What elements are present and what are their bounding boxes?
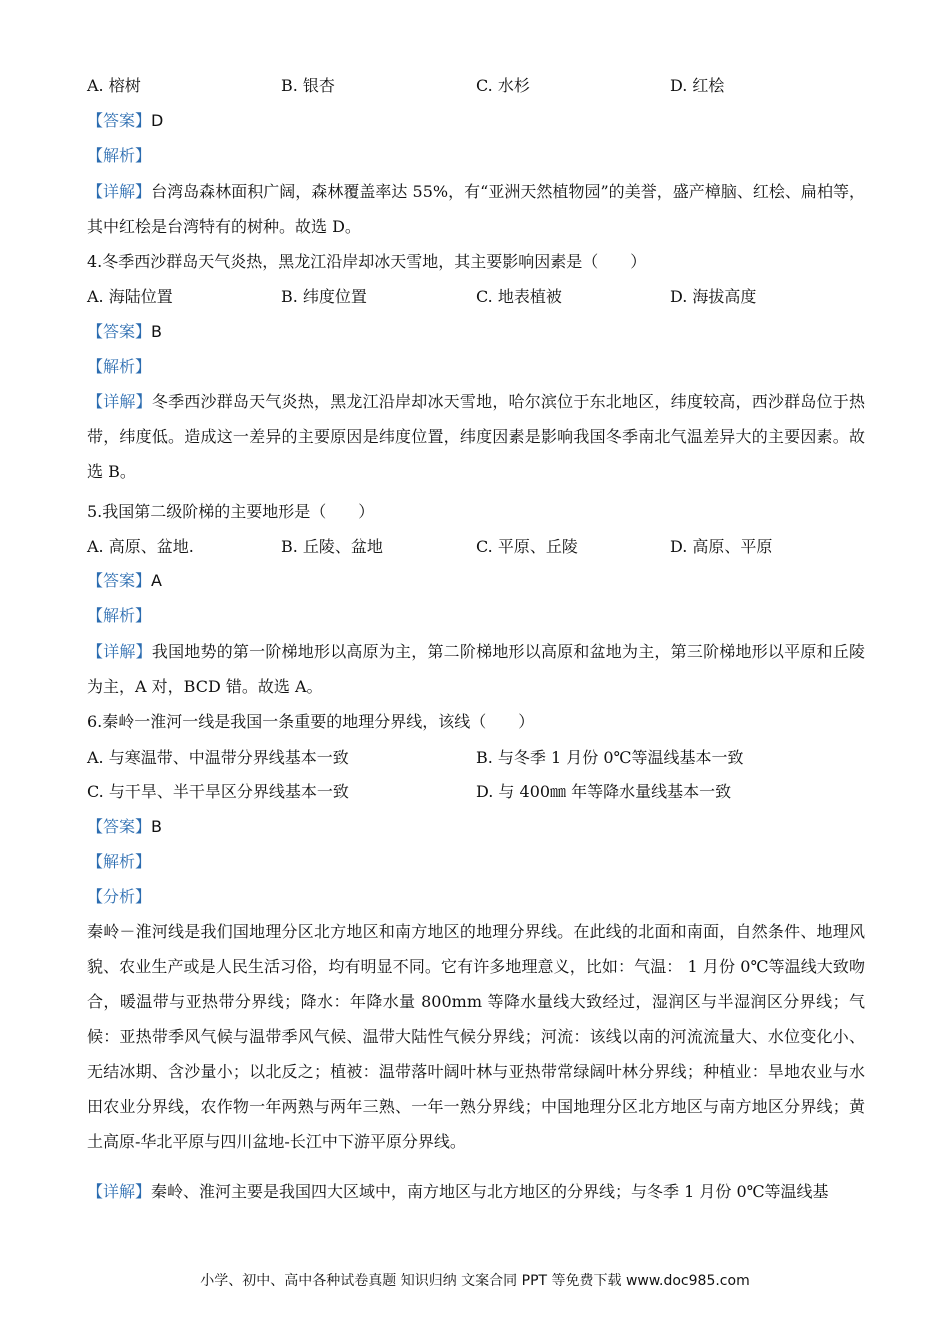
q5-question: 5.我国第二级阶梯的主要地形是（ ） — [87, 502, 375, 521]
q5-options — [87, 537, 867, 557]
q4-options — [87, 287, 867, 307]
q6-option-a: A. 与寒温带、中温带分界线基本一致 — [87, 748, 349, 767]
q4-detail — [87, 384, 865, 489]
q4-question: 4.冬季西沙群岛天气炎热，黑龙江沿岸却冰天雪地，其主要影响因素是（ ） — [87, 252, 647, 271]
q4-option-d: D. 海拔高度 — [670, 287, 757, 306]
q4-analysis-heading — [87, 357, 151, 377]
q6-question: 6.秦岭一淮河一线是我国一条重要的地理分界线，该线（ ） — [87, 712, 535, 731]
q3-option-c: C. 水杉 — [476, 76, 530, 95]
q5-option-a: A. 高原、盆地. — [87, 537, 194, 556]
analysis-tag: 【解析】 — [87, 146, 152, 165]
q5-answer — [87, 571, 162, 591]
q6-analysis-text: 秦岭－淮河线是我们国地理分区北方地区和南方地区的地理分界线。在此线的北面和南面，自然条件、地理风貌、农业生产或是人民生活习俗，均有明显不同。它有许多地理意义，比如：气温： 1 月份 0℃等温线大致吻合，暖温带与亚热带分界线；降水：年降水量 800mm 等降水量线大致经过，湿润区与半湿润区分界线；气候：亚热带季风气候与温带季风气候、温带大陆性气候分界线；河流：该线以南的河流流量大、水位变化小、无结冰期、含沙量小；以北反之；植被：温带落叶阔叶林与亚热带常绿阔叶林分界线；种植业：旱地农业与水田农业分界线，农作物一年两熟与两年三熟、一年一熟分界线；中国地理分区北方地区与南方地区分界线；黄土高原-华北平原与四川盆地-长江中下游平原分界线。 — [87, 922, 865, 1151]
q6-analysis-heading — [87, 852, 151, 872]
detail-text: 秦岭、淮河主要是我国四大区域中，南方地区与北方地区的分界线；与冬季 1 月份 0℃等温线基 — [151, 1182, 829, 1201]
answer-value: B — [151, 322, 162, 341]
detail-tag: 【详解】 — [87, 392, 152, 411]
detail-text: 台湾岛森林面积广阔，森林覆盖率达 55%，有“亚洲天然植物园”的美誉，盛产樟脑、红桧、扁柏等，其中红桧是台湾特有的树种。故选 D。 — [87, 182, 865, 236]
q6-answer — [87, 817, 162, 837]
q5-option-c: C. 平原、丘陵 — [476, 537, 578, 556]
q3-detail — [87, 174, 865, 244]
answer-value: D — [151, 111, 164, 130]
q6-detail — [87, 1174, 865, 1209]
analysis-tag: 【解析】 — [87, 852, 152, 871]
q5-analysis-heading — [87, 606, 151, 626]
q3-option-b: B. 银杏 — [281, 76, 335, 95]
q3-option-a: A. 榕树 — [87, 76, 141, 95]
q5-option-b: B. 丘陵、盆地 — [281, 537, 383, 556]
q6-option-b: B. 与冬季 1 月份 0℃等温线基本一致 — [476, 748, 744, 767]
detail-text: 我国地势的第一阶梯地形以高原为主，第二阶梯地形以高原和盆地为主，第三阶梯地形以平原和丘陵为主，A 对，BCD 错。故选 A。 — [87, 642, 865, 696]
q3-answer — [87, 111, 163, 131]
analysis-tag: 【解析】 — [87, 606, 152, 625]
answer-value: B — [151, 817, 162, 836]
page-footer: 小学、初中、高中各种试卷真题 知识归纳 文案合同 PPT 等免费下载 www.doc985.com — [200, 1273, 750, 1289]
q6-options-row-2 — [87, 782, 867, 802]
detail-tag: 【详解】 — [87, 182, 152, 201]
q4-option-a: A. 海陆位置 — [87, 287, 173, 306]
answer-tag: 【答案】 — [87, 571, 152, 590]
q4-option-c: C. 地表植被 — [476, 287, 562, 306]
q4-answer — [87, 322, 162, 342]
answer-tag: 【答案】 — [87, 322, 152, 341]
q3-analysis-heading — [87, 146, 151, 166]
q5-option-d: D. 高原、平原 — [670, 537, 773, 556]
analysis-tag: 【解析】 — [87, 357, 152, 376]
detail-tag: 【详解】 — [87, 642, 152, 661]
answer-tag: 【答案】 — [87, 817, 152, 836]
detail-tag: 【详解】 — [87, 1182, 152, 1201]
answer-value: A — [151, 571, 162, 590]
q6-options-row-1 — [87, 748, 867, 768]
analysis2-tag: 【分析】 — [87, 887, 152, 906]
q6-option-d: D. 与 400㎜ 年等降水量线基本一致 — [476, 782, 732, 801]
q5-detail — [87, 634, 865, 704]
detail-text: 冬季西沙群岛天气炎热，黑龙江沿岸却冰天雪地，哈尔滨位于东北地区，纬度较高，西沙群岛位于热带，纬度低。造成这一差异的主要原因是纬度位置，纬度因素是影响我国冬季南北气温差异大的主要因素。故选 B。 — [87, 392, 865, 481]
q6-option-c: C. 与干旱、半干旱区分界线基本一致 — [87, 782, 349, 801]
q4-option-b: B. 纬度位置 — [281, 287, 367, 306]
q3-options — [87, 76, 867, 96]
answer-tag: 【答案】 — [87, 111, 152, 130]
q3-option-d: D. 红桧 — [670, 76, 725, 95]
q6-analysis2-heading — [87, 887, 151, 907]
